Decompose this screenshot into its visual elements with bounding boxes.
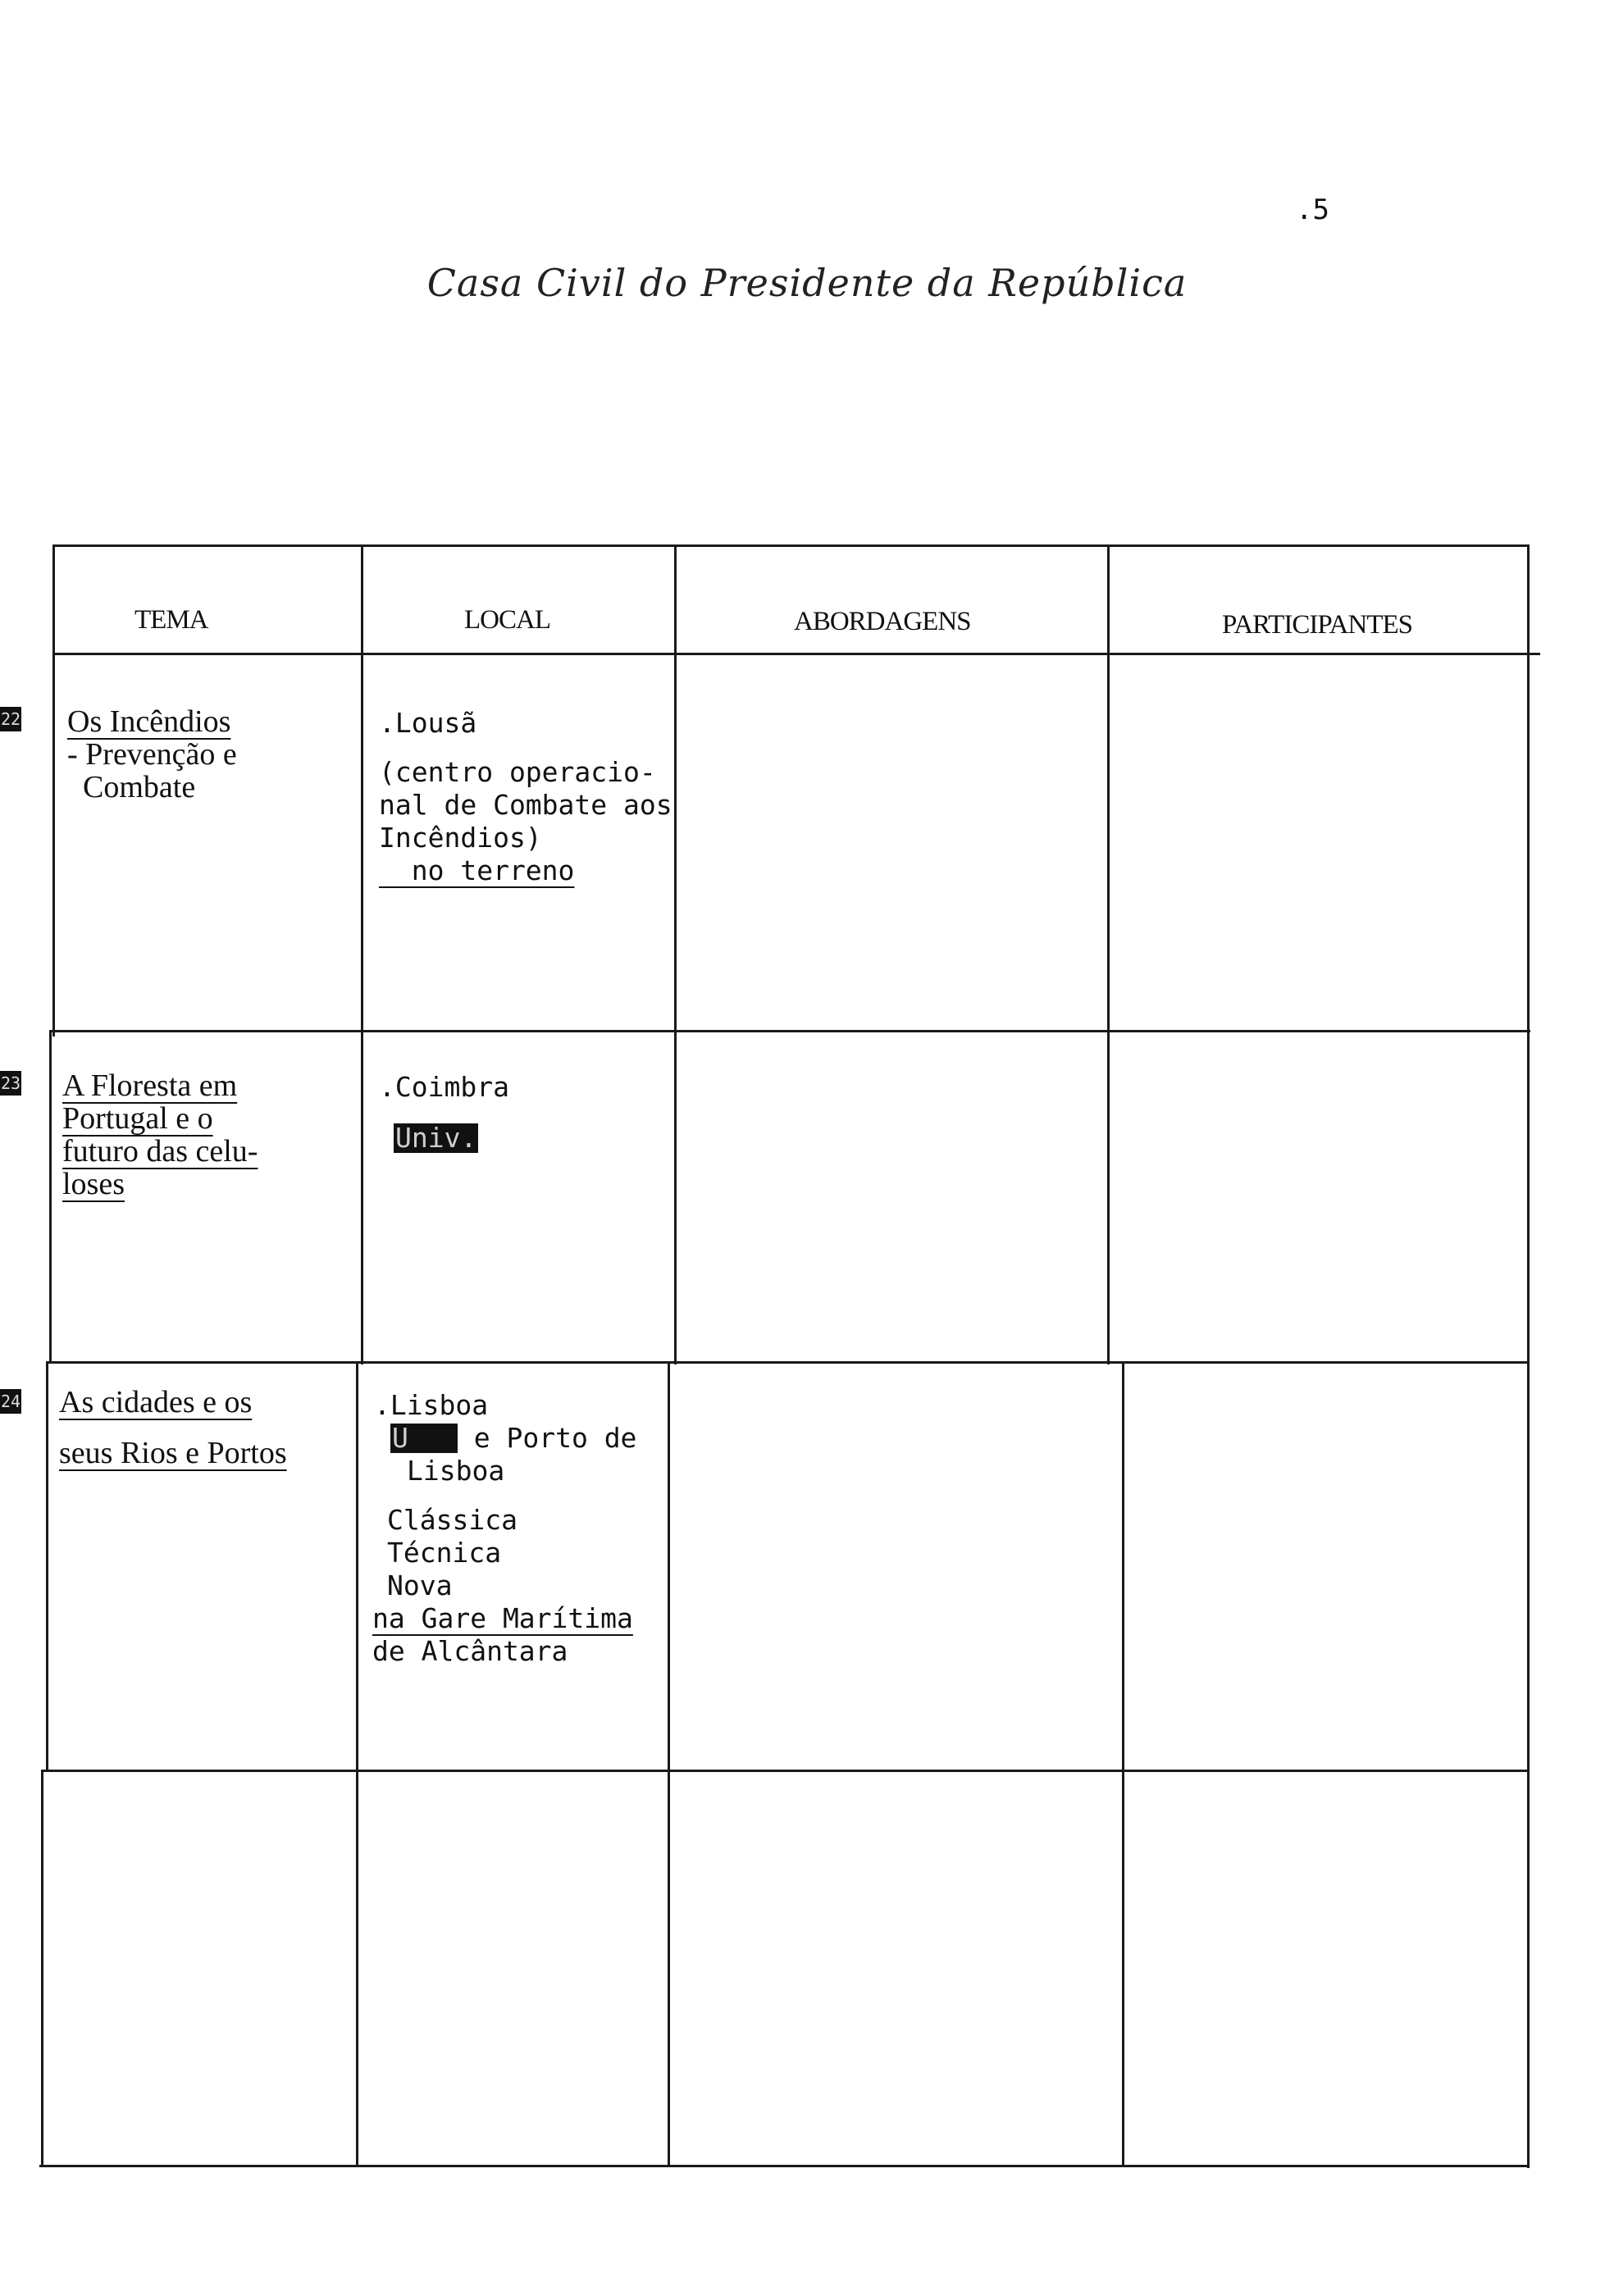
tema-line: A Floresta em <box>62 1068 238 1103</box>
row-1-local-detail <box>379 756 672 887</box>
left-border-d <box>41 1770 43 2167</box>
row-3-local <box>374 1389 488 1422</box>
row-3-local-lisboa <box>407 1455 504 1487</box>
letterhead: Casa Civil do Presidente da República <box>426 261 1188 305</box>
row-2-local-redacted <box>394 1122 478 1155</box>
right-border <box>1527 544 1530 2168</box>
row-marker: 22 <box>0 707 21 731</box>
col-divider-1b <box>356 1361 358 2167</box>
row-3-tema-b <box>59 1437 287 1469</box>
row-3-local-gare <box>372 1602 633 1668</box>
tema-line: Combate <box>67 770 196 804</box>
row-marker: 24 <box>0 1389 21 1414</box>
col-divider-2b <box>668 1361 670 2167</box>
local-line: na Gare Marítima <box>372 1602 633 1634</box>
row-divider-2 <box>46 1361 1529 1364</box>
left-border-b <box>49 1030 52 1363</box>
col-divider-3a <box>1107 544 1110 1364</box>
tema-line: Os Incêndios <box>67 704 231 739</box>
left-border-a <box>52 544 55 1036</box>
local-line: no terreno <box>379 854 575 886</box>
row-3-local-univs <box>387 1504 517 1602</box>
row-divider-3 <box>43 1770 1527 1772</box>
tema-line: - Prevenção e <box>67 737 237 772</box>
table-top-border <box>52 544 1529 547</box>
local-line: Clássica <box>387 1504 517 1536</box>
col-divider-2a <box>674 544 677 1364</box>
header-abordagens: ABORDAGENS <box>794 607 971 636</box>
row-2-tema <box>62 1069 258 1200</box>
row-divider-1 <box>49 1030 1530 1032</box>
tema-line: As cidades e os <box>59 1385 253 1419</box>
local-line: Incêndios) <box>379 822 542 854</box>
tema-line: seus Rios e Portos <box>59 1436 287 1470</box>
left-border-c <box>46 1361 48 1771</box>
local-line: .Lisboa <box>374 1389 489 1421</box>
header-participantes: PARTICIPANTES <box>1222 610 1412 640</box>
col-divider-3b <box>1122 1361 1124 2167</box>
local-line: Lisboa <box>407 1455 505 1487</box>
redacted-text: U <box>390 1424 458 1453</box>
local-line: nal de Combate aos <box>379 789 672 821</box>
tema-line: loses <box>62 1167 125 1201</box>
row-3-local-redacted <box>390 1422 636 1455</box>
local-line: .Lousã <box>379 707 477 739</box>
local-line: (centro operacio- <box>379 756 656 788</box>
local-line: .Coimbra <box>379 1071 509 1103</box>
tema-line: Portugal e o <box>62 1101 213 1136</box>
row-marker: 23 <box>0 1071 21 1096</box>
page-number: .5 <box>1296 194 1329 226</box>
header-local: LOCAL <box>464 605 550 635</box>
local-line: e Porto de <box>473 1422 637 1454</box>
row-1-tema <box>67 705 237 804</box>
row-1-local <box>379 707 476 740</box>
table-bottom-border <box>39 2165 1527 2167</box>
local-line: Nova <box>387 1569 453 1601</box>
tema-line: futuro das celu- <box>62 1134 258 1168</box>
header-divider <box>52 653 1540 655</box>
col-divider-1a <box>361 544 363 1364</box>
row-2-local <box>379 1071 509 1104</box>
local-line: de Alcântara <box>372 1635 568 1667</box>
row-3-tema <box>59 1386 252 1419</box>
local-line: Técnica <box>387 1537 502 1569</box>
header-tema: TEMA <box>134 605 208 635</box>
redacted-text: Univ. <box>395 1122 477 1154</box>
